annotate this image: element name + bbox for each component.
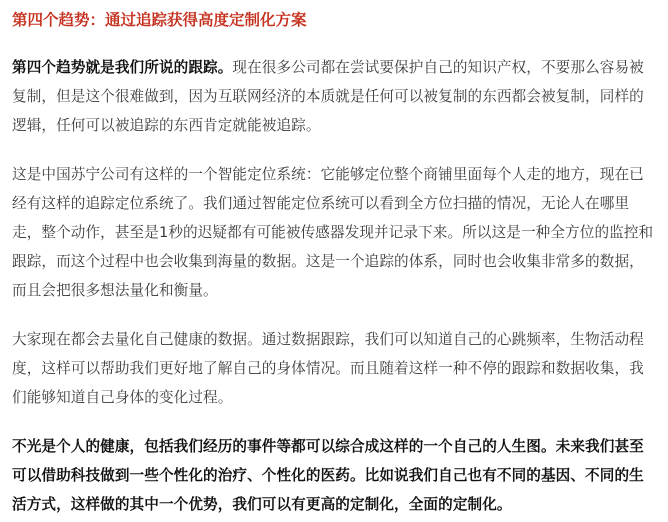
paragraph-4: 不光是个人的健康，包括我们经历的事件等都可以综合成这样的一个自己的人生图。未来我们甚至可以借助科技做到一些个性化的治疗、个性化的医药。比如说我们自己也有不同的基因、不同的生活方式，这样做的其中一个优势，我们可以有更高的定制化，全面的定制化。 [12, 438, 644, 513]
paragraph-1 [12, 53, 656, 140]
section-heading: 第四个趋势：通过追踪获得高度定制化方案 [12, 11, 307, 29]
paragraph-1-body: 现在很多公司都在尝试要保护自己的知识产权，不要那么容易被复制，但是这个很难做到，因为互联网经济的本质就是任何可以被复制的东西都会被复制，同样的逻辑，任何可以被追踪的东西肯定就能被追踪。 [12, 59, 644, 134]
paragraph-2: 这是中国苏宁公司有这样的一个智能定位系统：它能够定位整个商铺里面每个人走的地方，现在已经有这样的追踪定位系统了。我们通过智能定位系统可以看到全方位扫描的情况，无论人在哪里走，整个动作，甚至是1秒的迟疑都有可能被传感器发现并记录下来。所以这是一种全方位的监控和跟踪，而这个过程中也会收集到海量的数据。这是一个追踪的体系，同时也会收集非常多的数据，而且会把很多想法量化和衡量。 [12, 166, 654, 299]
paragraph-3: 大家现在都会去量化自己健康的数据。通过数据跟踪，我们可以知道自己的心跳频率，生物活动程度，这样可以帮助我们更好地了解自己的身体情况。而且随着这样一种不停的跟踪和数据收集，我们能够知道自己身体的变化过程。 [12, 331, 644, 406]
paragraph-1-lead: 第四个趋势就是我们所说的跟踪。 [12, 59, 233, 76]
